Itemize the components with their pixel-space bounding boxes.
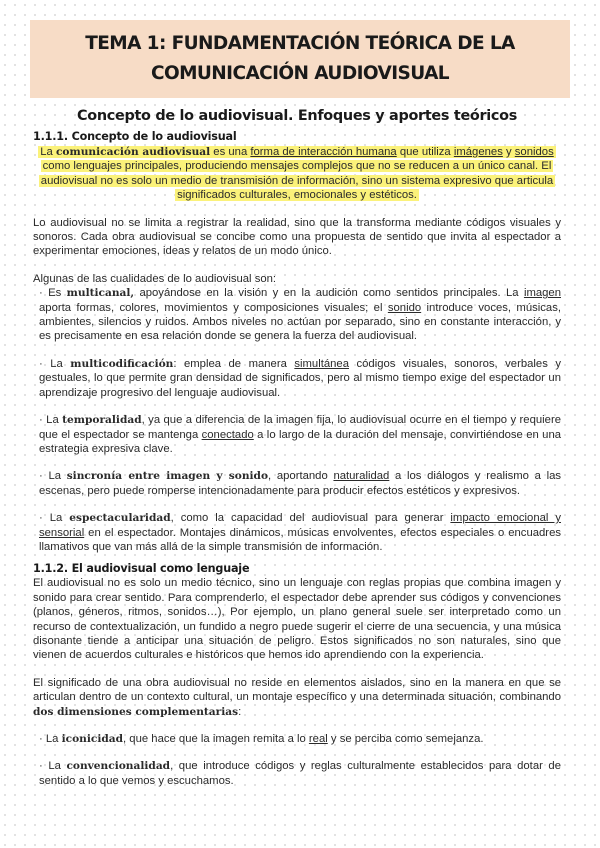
term-iconicidad: iconicidad <box>61 733 124 745</box>
term-dos-dimensiones: dos dimensiones complementarias <box>33 705 239 718</box>
text: , que hace que la imagen remita a lo <box>123 733 309 745</box>
text: · La <box>39 414 63 427</box>
quality-multicodificacion <box>33 357 561 400</box>
text: · Es <box>39 287 67 300</box>
text: como lenguajes principales, produciendo mensajes complejos que no se reducen a un único canal. El audiovisual no es solo un medio de transmisión de información, sino un sistema expresivo que articula significados culturales, emocionales y estéticos. <box>40 160 554 202</box>
underlined-real: real <box>308 733 328 745</box>
underlined-imagenes: imágenes <box>453 146 503 158</box>
underlined-naturalidad: naturalidad <box>333 470 390 483</box>
text: La <box>40 146 56 158</box>
text: · La <box>39 760 67 773</box>
dimension-iconicidad <box>33 732 561 746</box>
text: es una <box>210 146 251 158</box>
text: en el espectador. Montajes dinámicos, músicas envolventes, efectos especiales o encuadres llamativos que van más allá de la simple transmisión de información. <box>39 526 561 553</box>
text: aporta formas, colores, movimientos y composiciones visuales; el <box>39 301 388 314</box>
text: : <box>238 705 242 718</box>
text: códigos visuales, sonoros, verbales y gestuales, lo que permite gran densidad de significados, pero al mismo tiempo exige del espectador un aprendizaje progresivo del lenguaje audiovisual. <box>39 357 561 399</box>
underlined-impacto-emocional: impacto emocional y sensorial <box>39 512 561 539</box>
text: , aportando <box>268 470 334 483</box>
text: · La <box>39 470 67 483</box>
highlight-text <box>38 146 555 201</box>
definition-highlight <box>33 145 561 203</box>
title-line-2: COMUNICACIÓN AUDIOVISUAL <box>150 63 450 84</box>
dimension-convencionalidad <box>33 759 561 788</box>
text: a los diálogos y realismo a las escenas, pero puede romperse intencionadamente para producir efectos estéticos y expresivos. <box>39 470 562 497</box>
underlined-simultanea: simultánea <box>294 357 349 370</box>
underlined-sonido: sonido <box>387 301 422 314</box>
underlined-imagen: imagen <box>523 287 561 300</box>
text: , que introduce códigos y reglas culturalmente establecidos para dotar de sentido a lo que vemos y escuchamos. <box>39 760 561 787</box>
text: a lo largo de la duración del mensaje, convirtiéndose en una estrategia expresiva clave. <box>39 428 562 455</box>
text: y <box>502 146 515 158</box>
quality-temporalidad <box>33 413 561 456</box>
term-sincronia: sincronía entre imagen y sonido <box>66 470 269 483</box>
title-banner <box>30 20 570 98</box>
section-title: Concepto de lo audiovisual. Enfoques y aportes teóricos <box>76 108 518 124</box>
underlined-sonidos: sonidos <box>514 146 554 158</box>
text: introduce voces, músicas, ambientes, silencios y ruidos. Ambos niveles no actúan por separado, sino en constante interacción, y es precisamente en esa relación donde se genera la fuerza del audiovisual. <box>39 301 562 343</box>
term-multicodificacion: multicodificación <box>70 357 174 370</box>
term-comunicacion-audiovisual: comunicación audiovisual <box>55 146 211 158</box>
text: , como la capacidad del audiovisual para generar <box>170 512 451 525</box>
quality-sincronia <box>33 469 561 498</box>
subsection-heading-1: 1.1.1. Concepto de lo audiovisual <box>33 130 237 143</box>
text: que utiliza <box>396 146 454 158</box>
text: apoyándose en la visión y en la audición como sentidos principales. La <box>134 287 524 300</box>
text: · La <box>39 357 71 370</box>
qualities-intro: Algunas de las cualidades de lo audiovisual son: <box>33 272 277 285</box>
underlined-forma-interaccion: forma de interacción humana <box>250 146 397 158</box>
term-multicanal: multicanal, <box>66 287 135 300</box>
quality-multicanal <box>33 286 561 344</box>
text: , ya que a diferencia de la imagen fija, lo audiovisual ocurre en el tiempo y requiere que el espectador se mantenga <box>39 414 561 441</box>
paragraph-lenguaje: El audiovisual no es solo un medio técnico, sino un lenguaje con reglas propias que combina imagen y sonido para crear sentido. Para comprenderlo, el espectador debe aprender sus códigos y convenciones (planos, géneros, ritmos, sonidos…), Por ejemplo, un plano general suele ser interpretado como un recurso de contextualización, un fundido a negro puede sugerir el cierre de una secuencia, y una música disonante tiende a anticipar una situación de peligro. Estos significados no son naturales, sino que vienen de acuerdos culturales e históricos que hemos ido aprendiendo con la experiencia. <box>33 577 561 662</box>
term-temporalidad: temporalidad <box>62 414 142 427</box>
text: El significado de una obra audiovisual no reside en elementos aislados, sino en la manera en que se articulan dentro de un contexto cultural, un montaje específico y una determinada situación, combinando <box>33 676 561 704</box>
term-espectacularidad: espectacularidad <box>69 512 171 525</box>
text: y se perciba como semejanza. <box>327 733 484 745</box>
text: : emplea de manera <box>173 357 295 370</box>
paragraph-realidad: Lo audiovisual no se limita a registrar la realidad, sino que la transforma mediante códigos visuales y sonoros. Cada obra audiovisual se concibe como una propuesta de sentido que invita al espectador a experimentar emociones, ideas y relatos de un modo único. <box>33 216 561 258</box>
underlined-conectado: conectado <box>201 428 254 441</box>
page-content <box>33 106 561 788</box>
paragraph-significado <box>33 676 561 719</box>
subsection-heading-2: 1.1.2. El audiovisual como lenguaje <box>33 562 250 576</box>
quality-espectacularidad <box>33 511 561 554</box>
text: · La <box>39 512 70 525</box>
term-convencionalidad: convencionalidad <box>66 760 171 773</box>
title-line-1: TEMA 1: FUNDAMENTACIÓN TEÓRICA DE LA <box>85 33 515 54</box>
text: · La <box>39 733 62 745</box>
